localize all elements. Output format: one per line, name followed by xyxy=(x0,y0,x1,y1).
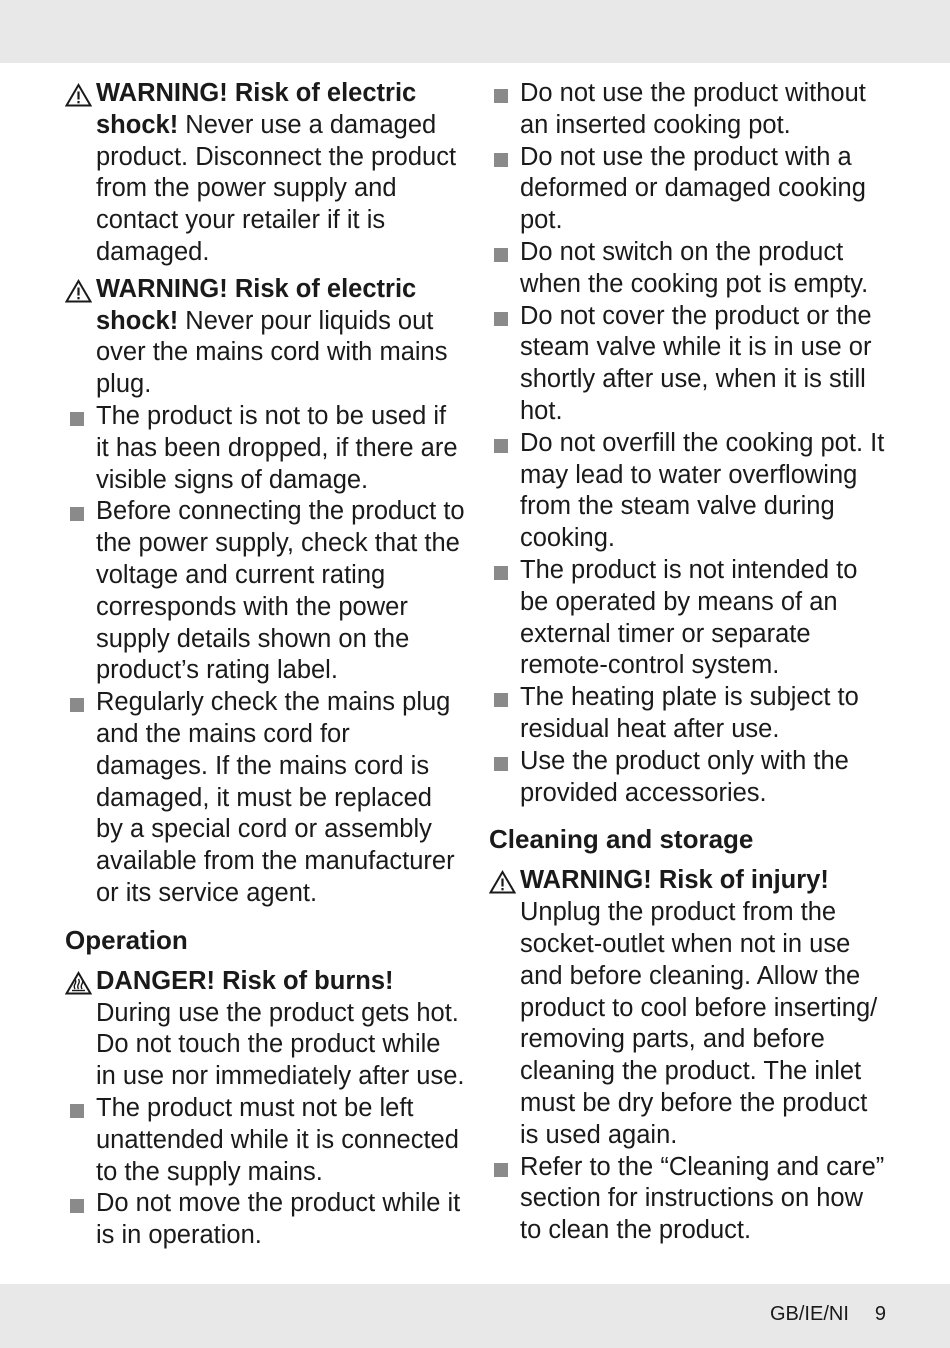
square-bullet-icon xyxy=(489,682,520,713)
square-bullet-icon xyxy=(65,1093,96,1124)
list-item xyxy=(65,1093,465,1188)
list-item xyxy=(489,746,889,810)
bullet-text: The heating plate is subject to residual heat after use. xyxy=(520,683,859,743)
list-item xyxy=(489,682,889,746)
list-item xyxy=(489,237,889,301)
bullet-text: Do not switch on the product when the cooking pot is empty. xyxy=(520,237,869,298)
bullet-text: Refer to the “Cleaning and care” section for instructions on how to clean the product. xyxy=(520,1152,885,1245)
bullet-text: Before connecting the product to the power supply, check that the voltage and current rating corresponds with the power supply details shown on the product’s rating label. xyxy=(96,497,465,685)
square-bullet-icon xyxy=(489,301,520,332)
square-bullet-icon xyxy=(489,142,520,173)
list-item xyxy=(489,78,889,142)
bullet-text: Do not cover the product or the steam valve while it is in use or shortly after use, when it is still hot. xyxy=(520,301,872,425)
left-column xyxy=(65,78,465,1252)
section-heading-operation: Operation xyxy=(65,924,188,955)
danger-text: During use the product gets hot. Do not touch the product while in use nor immediately after use. xyxy=(96,998,465,1091)
bullet-text: The product must not be left unattended while it is connected to the supply mains. xyxy=(96,1093,459,1186)
warning-label: WARNING! Risk of injury! xyxy=(520,866,829,895)
hot-surface-icon xyxy=(65,966,96,997)
bullet-text: Do not overfill the cooking pot. It may lead to water overflowing from the steam valve during cooking. xyxy=(520,428,885,553)
warning-triangle-icon xyxy=(65,78,96,109)
warning-triangle-icon xyxy=(489,865,520,896)
danger-risk-of-burns xyxy=(65,966,465,1093)
square-bullet-icon xyxy=(65,1188,96,1219)
square-bullet-icon xyxy=(489,237,520,268)
list-item xyxy=(489,1152,889,1247)
bullet-text: The product is not to be used if it has been dropped, if there are visible signs of damage. xyxy=(96,401,458,494)
list-item xyxy=(489,555,889,682)
square-bullet-icon xyxy=(65,687,96,718)
bullet-text: Do not move the product while it is in operation. xyxy=(96,1189,461,1250)
warning-triangle-icon xyxy=(65,274,96,305)
warning-label: WARNING! Risk of electric shock! xyxy=(96,274,417,335)
list-item xyxy=(489,428,889,555)
top-band xyxy=(0,0,950,63)
square-bullet-icon xyxy=(489,1152,520,1183)
list-item xyxy=(489,142,889,237)
page-footer xyxy=(770,1303,886,1326)
bullet-text: Do not use the product with a deformed or damaged cooking pot. xyxy=(520,142,866,235)
danger-label: DANGER! Risk of burns! xyxy=(96,966,394,995)
page-number: 9 xyxy=(874,1303,886,1325)
warning-text: Never use a damaged product. Disconnect the product from the power supply and contact your retailer if it is damaged. xyxy=(96,110,457,266)
square-bullet-icon xyxy=(65,401,96,432)
footer-region: GB/IE/NI xyxy=(769,1303,849,1325)
square-bullet-icon xyxy=(489,78,520,109)
warning-risk-of-injury xyxy=(489,865,889,1151)
square-bullet-icon xyxy=(489,746,520,777)
square-bullet-icon xyxy=(489,428,520,459)
list-item xyxy=(489,301,889,428)
bullet-text: Do not use the product without an inserted cooking pot. xyxy=(520,79,866,139)
bullet-text: Regularly check the mains plug and the mains cord for damages. If the mains cord is damaged, it must be replaced by a special cord or assembly available from the manufacturer or its service agent. xyxy=(96,688,455,907)
warning-electric-shock-liquids xyxy=(65,274,465,401)
section-heading-cleaning: Cleaning and storage xyxy=(489,824,754,855)
warning-label: WARNING! Risk of electric shock! xyxy=(96,79,417,139)
bullet-text: Use the product only with the provided accessories. xyxy=(520,746,849,807)
warning-text: Unplug the product from the socket-outlet when not in use and before cleaning. Allow the product to cool before inserting/ removing parts, and before cleaning the product. The inlet must be dry before the product is used again. xyxy=(520,898,878,1149)
bullet-text: The product is not intended to be operated by means of an external timer or separate remote-control system. xyxy=(520,555,858,680)
warning-electric-shock-damaged xyxy=(65,78,465,269)
square-bullet-icon xyxy=(489,555,520,586)
right-column xyxy=(489,78,889,1247)
list-item xyxy=(65,687,465,910)
list-item xyxy=(65,401,465,496)
warning-text: Never pour liquids out over the mains cord with mains plug. xyxy=(96,306,448,399)
list-item xyxy=(65,1188,465,1252)
square-bullet-icon xyxy=(65,496,96,527)
list-item xyxy=(65,496,465,687)
